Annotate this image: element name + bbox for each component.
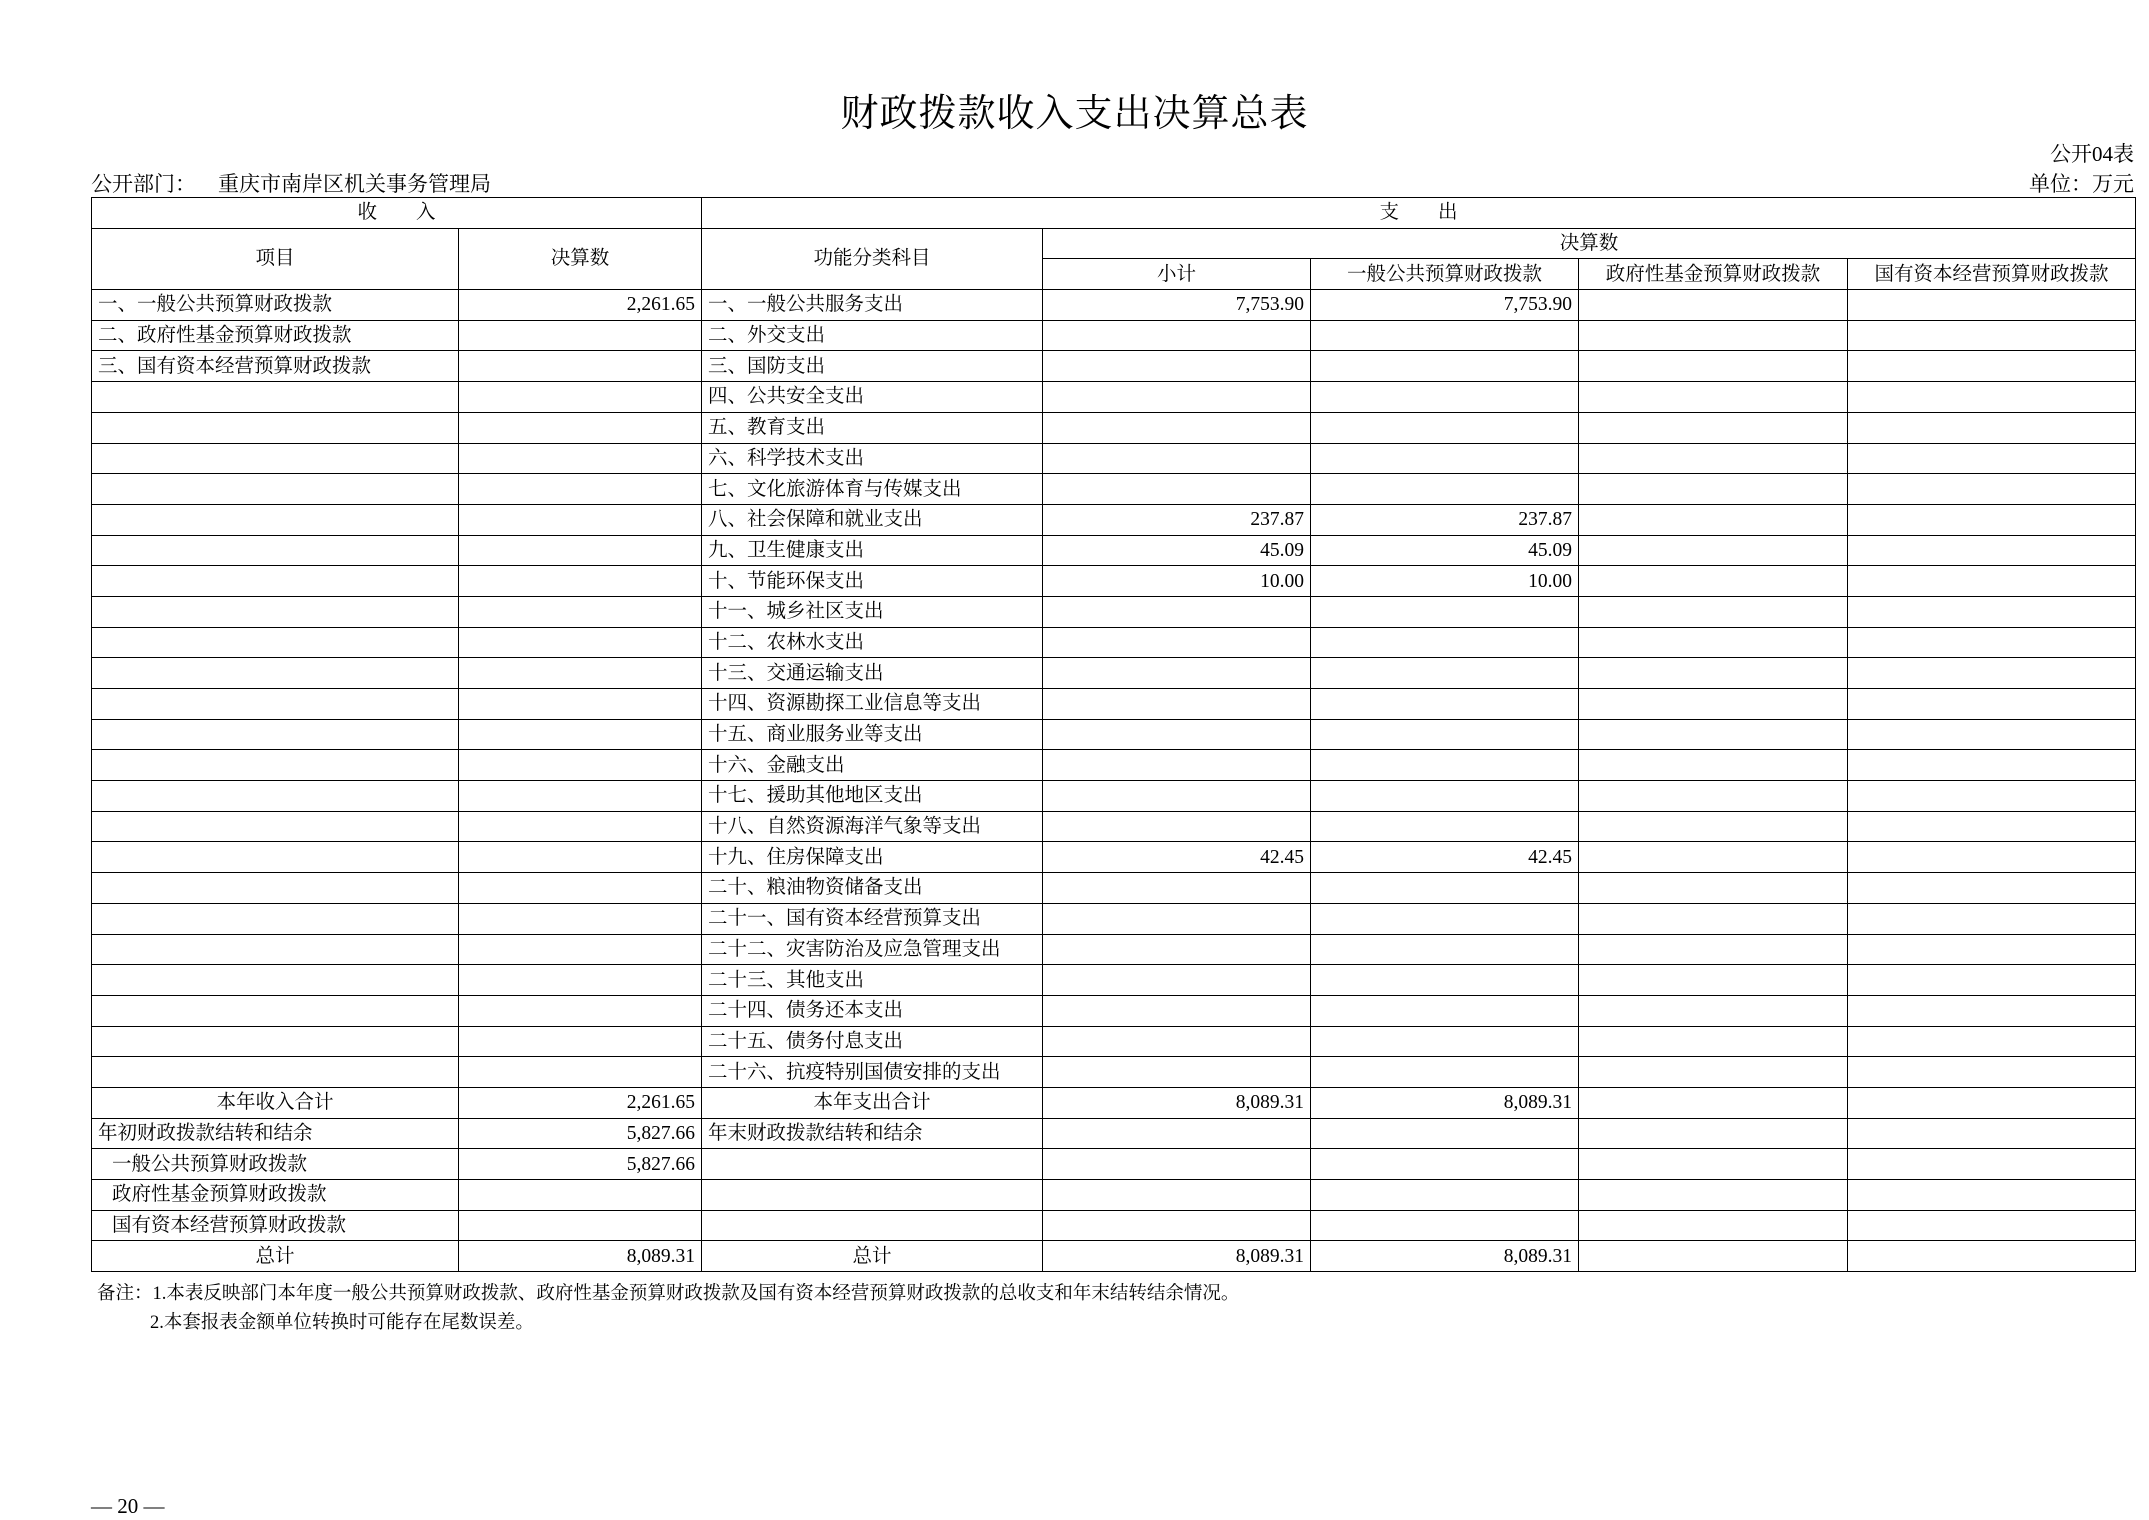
income-amount — [459, 566, 702, 597]
expense-item: 十一、城乡社区支出 — [702, 596, 1043, 627]
expense-item: 十、节能环保支出 — [702, 566, 1043, 597]
expense-gov-fund — [1579, 995, 1848, 1026]
year-income-label: 本年收入合计 — [92, 1087, 459, 1118]
expense-state-capital — [1848, 965, 2136, 996]
income-amount — [459, 535, 702, 566]
table-row — [92, 382, 2136, 413]
income-amount — [459, 903, 702, 934]
header-gov-fund: 政府性基金预算财政拨款 — [1579, 259, 1848, 290]
expense-general-budget — [1311, 903, 1579, 934]
table-cell — [1579, 1241, 1848, 1272]
header-item: 项目 — [92, 228, 459, 289]
expense-gov-fund — [1579, 566, 1848, 597]
table-cell — [1848, 1149, 2136, 1180]
expense-gov-fund — [1579, 474, 1848, 505]
year-income-amount: 2,261.65 — [459, 1087, 702, 1118]
expense-general-budget — [1311, 934, 1579, 965]
income-amount — [459, 811, 702, 842]
expense-general-budget — [1311, 382, 1579, 413]
income-item — [92, 995, 459, 1026]
expense-item: 二十二、灾害防治及应急管理支出 — [702, 934, 1043, 965]
year-expense-general: 8,089.31 — [1311, 1087, 1579, 1118]
note-line-1: 备注：1.本表反映部门本年度一般公共预算财政拨款、政府性基金预算财政拨款及国有资本经营预算财政拨款的总收支和年末结转结余情况。 — [97, 1284, 1240, 1304]
table-cell — [1579, 1118, 1848, 1149]
expense-general-budget — [1311, 995, 1579, 1026]
expense-item: 二、外交支出 — [702, 320, 1043, 351]
income-item: 三、国有资本经营预算财政拨款 — [92, 351, 459, 382]
expense-gov-fund — [1579, 934, 1848, 965]
table-cell — [1579, 1087, 1848, 1118]
expense-general-budget: 42.45 — [1311, 842, 1579, 873]
form-number: 公开04表 — [2050, 142, 2134, 166]
expense-state-capital — [1848, 474, 2136, 505]
expense-subtotal — [1043, 995, 1311, 1026]
expense-subtotal — [1043, 934, 1311, 965]
table-row — [92, 474, 2136, 505]
table-cell — [1579, 1149, 1848, 1180]
expense-gov-fund — [1579, 320, 1848, 351]
income-amount — [459, 443, 702, 474]
expense-subtotal — [1043, 750, 1311, 781]
expense-gov-fund — [1579, 596, 1848, 627]
header-income: 收 入 — [92, 198, 702, 229]
table-cell — [1043, 1149, 1311, 1180]
expense-state-capital — [1848, 689, 2136, 720]
expense-gov-fund — [1579, 903, 1848, 934]
table-row — [92, 566, 2136, 597]
expense-state-capital — [1848, 351, 2136, 382]
income-amount — [459, 781, 702, 812]
expense-general-budget: 45.09 — [1311, 535, 1579, 566]
expense-item: 十四、资源勘探工业信息等支出 — [702, 689, 1043, 720]
table-cell — [1848, 1241, 2136, 1272]
income-item — [92, 504, 459, 535]
income-item — [92, 658, 459, 689]
begin-gov-fund-label: 政府性基金预算财政拨款 — [92, 1180, 459, 1211]
expense-item: 十九、住房保障支出 — [702, 842, 1043, 873]
begin-gov-fund-row — [92, 1180, 2136, 1211]
income-item — [92, 566, 459, 597]
expense-gov-fund — [1579, 842, 1848, 873]
table-row — [92, 934, 2136, 965]
table-cell — [1848, 1087, 2136, 1118]
expense-item: 四、公共安全支出 — [702, 382, 1043, 413]
end-balance-label: 年末财政拨款结转和结余 — [702, 1118, 1043, 1149]
header-general-budget: 一般公共预算财政拨款 — [1311, 259, 1579, 290]
expense-gov-fund — [1579, 781, 1848, 812]
income-amount — [459, 934, 702, 965]
expense-state-capital — [1848, 842, 2136, 873]
expense-subtotal — [1043, 351, 1311, 382]
table-row — [92, 995, 2136, 1026]
expense-subtotal — [1043, 719, 1311, 750]
table-row — [92, 719, 2136, 750]
table-row — [92, 1057, 2136, 1088]
income-amount — [459, 474, 702, 505]
total-income-label: 总计 — [92, 1241, 459, 1272]
income-item — [92, 781, 459, 812]
total-expense-subtotal: 8,089.31 — [1043, 1241, 1311, 1272]
table-cell — [1579, 1210, 1848, 1241]
income-item — [92, 474, 459, 505]
income-item: 二、政府性基金预算财政拨款 — [92, 320, 459, 351]
expense-subtotal: 7,753.90 — [1043, 290, 1311, 321]
expense-gov-fund — [1579, 1057, 1848, 1088]
table-row — [92, 290, 2136, 321]
income-amount — [459, 965, 702, 996]
table-row — [92, 412, 2136, 443]
table-cell — [702, 1149, 1043, 1180]
expense-general-budget: 10.00 — [1311, 566, 1579, 597]
department-label: 公开部门： — [91, 172, 196, 196]
expense-general-budget — [1311, 320, 1579, 351]
expense-gov-fund — [1579, 504, 1848, 535]
expense-gov-fund — [1579, 290, 1848, 321]
income-amount — [459, 1026, 702, 1057]
expense-item: 八、社会保障和就业支出 — [702, 504, 1043, 535]
expense-general-budget — [1311, 443, 1579, 474]
note-line-2: 2.本套报表金额单位转换时可能存在尾数误差。 — [150, 1313, 534, 1333]
expense-general-budget — [1311, 627, 1579, 658]
income-item — [92, 1057, 459, 1088]
income-item — [92, 903, 459, 934]
expense-subtotal: 45.09 — [1043, 535, 1311, 566]
notes — [97, 1280, 1239, 1338]
table-cell — [1848, 1180, 2136, 1211]
table-cell — [1311, 1180, 1579, 1211]
expense-general-budget — [1311, 351, 1579, 382]
expense-state-capital — [1848, 535, 2136, 566]
page-number: — 20 — — [91, 1494, 165, 1518]
table-row — [92, 658, 2136, 689]
page-title: 财政拨款收入支出决算总表 — [840, 93, 1309, 135]
table-cell — [1043, 1118, 1311, 1149]
expense-gov-fund — [1579, 719, 1848, 750]
table-cell — [1043, 1210, 1311, 1241]
year-expense-subtotal: 8,089.31 — [1043, 1087, 1311, 1118]
table-row — [92, 627, 2136, 658]
expense-general-budget — [1311, 811, 1579, 842]
expense-gov-fund — [1579, 873, 1848, 904]
expense-subtotal — [1043, 627, 1311, 658]
expense-state-capital — [1848, 382, 2136, 413]
expense-general-budget — [1311, 474, 1579, 505]
income-amount — [459, 658, 702, 689]
begin-general-amount: 5,827.66 — [459, 1149, 702, 1180]
expense-general-budget — [1311, 781, 1579, 812]
table-row — [92, 443, 2136, 474]
income-item — [92, 382, 459, 413]
begin-state-capital-row — [92, 1210, 2136, 1241]
expense-state-capital — [1848, 443, 2136, 474]
income-amount — [459, 351, 702, 382]
income-item — [92, 443, 459, 474]
expense-general-budget — [1311, 658, 1579, 689]
table-row — [92, 596, 2136, 627]
table-row — [92, 811, 2136, 842]
table-cell — [1311, 1149, 1579, 1180]
begin-state-capital-label: 国有资本经营预算财政拨款 — [92, 1210, 459, 1241]
budget-table — [91, 197, 2136, 1272]
expense-gov-fund — [1579, 689, 1848, 720]
income-amount — [459, 873, 702, 904]
expense-subtotal — [1043, 320, 1311, 351]
expense-state-capital — [1848, 1057, 2136, 1088]
expense-general-budget — [1311, 1057, 1579, 1088]
year-total-row — [92, 1087, 2136, 1118]
expense-general-budget — [1311, 965, 1579, 996]
table-row — [92, 535, 2136, 566]
table-row — [92, 1026, 2136, 1057]
expense-item: 十二、农林水支出 — [702, 627, 1043, 658]
expense-general-budget — [1311, 689, 1579, 720]
expense-gov-fund — [1579, 412, 1848, 443]
expense-gov-fund — [1579, 965, 1848, 996]
table-cell — [1848, 1210, 2136, 1241]
expense-gov-fund — [1579, 382, 1848, 413]
income-item — [92, 965, 459, 996]
income-item — [92, 811, 459, 842]
expense-item: 十八、自然资源海洋气象等支出 — [702, 811, 1043, 842]
total-expense-general: 8,089.31 — [1311, 1241, 1579, 1272]
header-row-1 — [92, 198, 2136, 229]
income-item — [92, 535, 459, 566]
expense-state-capital — [1848, 995, 2136, 1026]
expense-subtotal — [1043, 689, 1311, 720]
income-amount — [459, 412, 702, 443]
expense-subtotal — [1043, 658, 1311, 689]
expense-item: 十六、金融支出 — [702, 750, 1043, 781]
expense-gov-fund — [1579, 535, 1848, 566]
income-amount — [459, 627, 702, 658]
expense-state-capital — [1848, 873, 2136, 904]
department-name: 重庆市南岸区机关事务管理局 — [218, 172, 491, 196]
expense-general-budget: 7,753.90 — [1311, 290, 1579, 321]
income-item — [92, 719, 459, 750]
expense-state-capital — [1848, 320, 2136, 351]
table-row — [92, 781, 2136, 812]
expense-general-budget — [1311, 596, 1579, 627]
expense-state-capital — [1848, 566, 2136, 597]
table-cell — [702, 1180, 1043, 1211]
expense-item: 二十一、国有资本经营预算支出 — [702, 903, 1043, 934]
expense-general-budget — [1311, 412, 1579, 443]
income-item — [92, 842, 459, 873]
table-cell — [1579, 1180, 1848, 1211]
header-income-amount: 决算数 — [459, 228, 702, 289]
expense-gov-fund — [1579, 1026, 1848, 1057]
table-row — [92, 504, 2136, 535]
begin-general-label: 一般公共预算财政拨款 — [92, 1149, 459, 1180]
income-item — [92, 627, 459, 658]
expense-state-capital — [1848, 903, 2136, 934]
table-row — [92, 873, 2136, 904]
expense-subtotal — [1043, 412, 1311, 443]
expense-subtotal — [1043, 903, 1311, 934]
begin-balance-label: 年初财政拨款结转和结余 — [92, 1118, 459, 1149]
expense-gov-fund — [1579, 351, 1848, 382]
expense-general-budget — [1311, 1026, 1579, 1057]
expense-state-capital — [1848, 658, 2136, 689]
income-item — [92, 596, 459, 627]
expense-general-budget — [1311, 750, 1579, 781]
table-row — [92, 351, 2136, 382]
table-cell — [1043, 1180, 1311, 1211]
income-amount — [459, 504, 702, 535]
income-amount — [459, 719, 702, 750]
begin-general-row — [92, 1149, 2136, 1180]
income-amount — [459, 995, 702, 1026]
expense-item: 二十五、债务付息支出 — [702, 1026, 1043, 1057]
table-row — [92, 689, 2136, 720]
expense-subtotal — [1043, 873, 1311, 904]
income-amount — [459, 750, 702, 781]
expense-subtotal — [1043, 382, 1311, 413]
total-expense-label: 总计 — [702, 1241, 1043, 1272]
table-cell — [1311, 1118, 1579, 1149]
table-cell — [1311, 1210, 1579, 1241]
expense-item: 三、国防支出 — [702, 351, 1043, 382]
table-row — [92, 903, 2136, 934]
table-row — [92, 965, 2136, 996]
expense-subtotal — [1043, 781, 1311, 812]
income-amount — [459, 382, 702, 413]
table-row — [92, 842, 2136, 873]
table-row — [92, 750, 2136, 781]
expense-subtotal: 10.00 — [1043, 566, 1311, 597]
expense-item: 二十、粮油物资储备支出 — [702, 873, 1043, 904]
expense-state-capital — [1848, 811, 2136, 842]
grand-total-row — [92, 1241, 2136, 1272]
table-cell — [459, 1180, 702, 1211]
income-item — [92, 873, 459, 904]
expense-state-capital — [1848, 719, 2136, 750]
expense-state-capital — [1848, 596, 2136, 627]
expense-subtotal — [1043, 811, 1311, 842]
expense-item: 十五、商业服务业等支出 — [702, 719, 1043, 750]
balance-row — [92, 1118, 2136, 1149]
expense-state-capital — [1848, 750, 2136, 781]
expense-subtotal — [1043, 1026, 1311, 1057]
header-subtotal: 小计 — [1043, 259, 1311, 290]
expense-subtotal — [1043, 474, 1311, 505]
unit-label: 单位：万元 — [2029, 172, 2134, 196]
income-item — [92, 412, 459, 443]
header-expense: 支 出 — [702, 198, 2136, 229]
table-cell — [702, 1210, 1043, 1241]
income-amount — [459, 1057, 702, 1088]
header-state-capital: 国有资本经营预算财政拨款 — [1848, 259, 2136, 290]
income-amount — [459, 689, 702, 720]
table-cell — [1848, 1118, 2136, 1149]
income-amount: 2,261.65 — [459, 290, 702, 321]
expense-state-capital — [1848, 934, 2136, 965]
header-func-class: 功能分类科目 — [702, 228, 1043, 289]
expense-state-capital — [1848, 504, 2136, 535]
expense-gov-fund — [1579, 627, 1848, 658]
expense-gov-fund — [1579, 443, 1848, 474]
income-amount — [459, 842, 702, 873]
income-item: 一、一般公共预算财政拨款 — [92, 290, 459, 321]
year-expense-label: 本年支出合计 — [702, 1087, 1043, 1118]
expense-item: 六、科学技术支出 — [702, 443, 1043, 474]
expense-subtotal: 42.45 — [1043, 842, 1311, 873]
expense-item: 二十四、债务还本支出 — [702, 995, 1043, 1026]
expense-subtotal — [1043, 443, 1311, 474]
expense-state-capital — [1848, 627, 2136, 658]
header-final-amount: 决算数 — [1043, 228, 2136, 259]
expense-general-budget — [1311, 719, 1579, 750]
table-cell — [459, 1210, 702, 1241]
expense-state-capital — [1848, 290, 2136, 321]
expense-gov-fund — [1579, 750, 1848, 781]
income-amount — [459, 320, 702, 351]
expense-item: 九、卫生健康支出 — [702, 535, 1043, 566]
expense-subtotal — [1043, 596, 1311, 627]
expense-general-budget: 237.87 — [1311, 504, 1579, 535]
expense-state-capital — [1848, 1026, 2136, 1057]
income-item — [92, 750, 459, 781]
expense-item: 七、文化旅游体育与传媒支出 — [702, 474, 1043, 505]
expense-item: 一、一般公共服务支出 — [702, 290, 1043, 321]
expense-item: 十七、援助其他地区支出 — [702, 781, 1043, 812]
expense-gov-fund — [1579, 811, 1848, 842]
expense-gov-fund — [1579, 658, 1848, 689]
begin-balance-amount: 5,827.66 — [459, 1118, 702, 1149]
header-row-2 — [92, 228, 2136, 259]
total-income-amount: 8,089.31 — [459, 1241, 702, 1272]
expense-subtotal — [1043, 1057, 1311, 1088]
expense-item: 二十六、抗疫特别国债安排的支出 — [702, 1057, 1043, 1088]
expense-state-capital — [1848, 412, 2136, 443]
income-item — [92, 934, 459, 965]
expense-state-capital — [1848, 781, 2136, 812]
income-amount — [459, 596, 702, 627]
department — [91, 168, 491, 198]
expense-item: 五、教育支出 — [702, 412, 1043, 443]
expense-general-budget — [1311, 873, 1579, 904]
expense-subtotal — [1043, 965, 1311, 996]
expense-subtotal: 237.87 — [1043, 504, 1311, 535]
income-item — [92, 689, 459, 720]
income-item — [92, 1026, 459, 1057]
table-row — [92, 320, 2136, 351]
expense-item: 二十三、其他支出 — [702, 965, 1043, 996]
expense-item: 十三、交通运输支出 — [702, 658, 1043, 689]
